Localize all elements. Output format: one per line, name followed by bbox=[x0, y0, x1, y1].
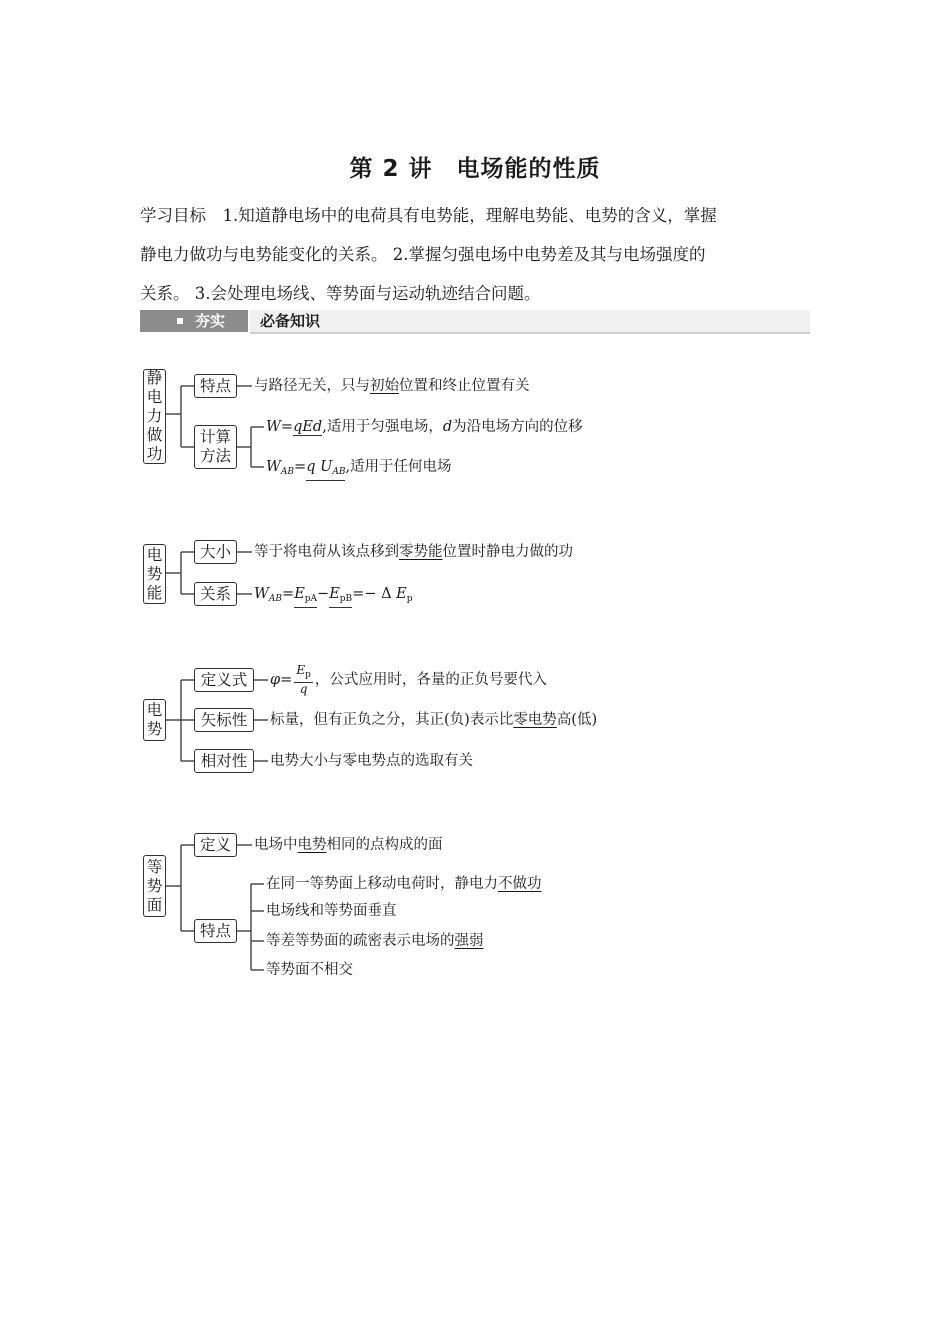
work-calc-label: 计算 bbox=[199, 428, 231, 446]
work-formula-1: W=qEd,适用于匀强电场，d为沿电场方向的位移 bbox=[266, 419, 583, 435]
potential-root-box bbox=[143, 699, 166, 741]
potential-relativity-text: 电势大小与零电势点的选取有关 bbox=[270, 753, 473, 769]
work-feature-box: 特点 bbox=[194, 374, 237, 398]
equipotential-root-char: 面 bbox=[146, 895, 163, 914]
equipotential-definition-box: 定义 bbox=[194, 833, 237, 857]
equipotential-feature-box: 特点 bbox=[194, 919, 237, 943]
goals-line-2: 静电力做功与电势能变化的关系。 2.掌握匀强电场中电势差及其与电场强度的 bbox=[140, 245, 706, 264]
energy-root-char: 势 bbox=[146, 564, 163, 583]
goals-line-1: 学习目标 1.知道静电场中的电荷具有电势能，理解电势能、电势的含义，掌握 bbox=[140, 206, 717, 225]
energy-relation-formula: $W_{AB}=E_{pA}-E_{pB}=- \Delta$ $E_p$ bbox=[254, 584, 413, 609]
equipotential-feature-4: 等势面不相交 bbox=[266, 962, 353, 978]
potential-relativity-box: 相对性 bbox=[194, 749, 254, 773]
work-root-char: 做 bbox=[146, 426, 163, 444]
work-feature-text: 与路径无关，只与初始位置和终止位置有关 bbox=[254, 378, 530, 394]
equipotential-root-char: 势 bbox=[146, 876, 163, 895]
energy-size-text: 等于将电荷从该点移到零势能位置时静电力做的功 bbox=[254, 544, 573, 560]
equipotential-feature-2: 电场线和等势面垂直 bbox=[266, 903, 397, 919]
banner-tag-text: 夯实 bbox=[195, 312, 226, 330]
potential-fraction: $\frac{E_p}{q}$ bbox=[296, 663, 311, 696]
goals-line-3: 关系。 3.会处理电场线、等势面与运动轨迹结合问题。 bbox=[140, 284, 541, 303]
equipotential-root-char: 等 bbox=[146, 857, 163, 876]
energy-root-char: 电 bbox=[146, 545, 163, 564]
work-calc-label: 方法 bbox=[199, 447, 231, 465]
potential-root-char: 势 bbox=[146, 720, 163, 738]
work-root-char: 力 bbox=[146, 407, 163, 425]
potential-root-char: 电 bbox=[146, 701, 163, 719]
equipotential-feature-3: 等差等势面的疏密表示电场的强弱 bbox=[266, 933, 484, 949]
potential-vector-box: 矢标性 bbox=[194, 708, 254, 732]
equipotential-root-box bbox=[143, 855, 166, 917]
work-root-box bbox=[143, 369, 166, 464]
page-title: 第 2 讲 电场能的性质 bbox=[349, 156, 601, 182]
energy-root-char: 能 bbox=[146, 583, 163, 602]
energy-size-box: 大小 bbox=[194, 540, 237, 564]
work-root-char: 电 bbox=[146, 388, 163, 406]
potential-vector-text: 标量，但有正负之分，其正(负)表示比零电势高(低) bbox=[270, 712, 598, 728]
work-formula-2: $W_{AB}=q$ $U_{AB}$,适用于任何电场 bbox=[266, 457, 452, 482]
energy-root-box bbox=[143, 544, 166, 604]
work-root-char: 静 bbox=[146, 369, 163, 387]
equipotential-definition-text: 电场中电势相同的点构成的面 bbox=[254, 837, 443, 853]
energy-relation-box: 关系 bbox=[194, 582, 237, 606]
work-calc-box bbox=[194, 425, 237, 469]
equipotential-feature-1: 在同一等势面上移动电荷时，静电力不做功 bbox=[266, 876, 542, 892]
potential-definition-formula: φ = $\frac{E_p}{q}$ ，公式应用时，各量的正负号要代入 bbox=[270, 663, 547, 696]
banner-section-text: 必备知识 bbox=[260, 312, 321, 330]
work-root-char: 功 bbox=[146, 445, 163, 463]
potential-definition-box: 定义式 bbox=[194, 668, 254, 692]
